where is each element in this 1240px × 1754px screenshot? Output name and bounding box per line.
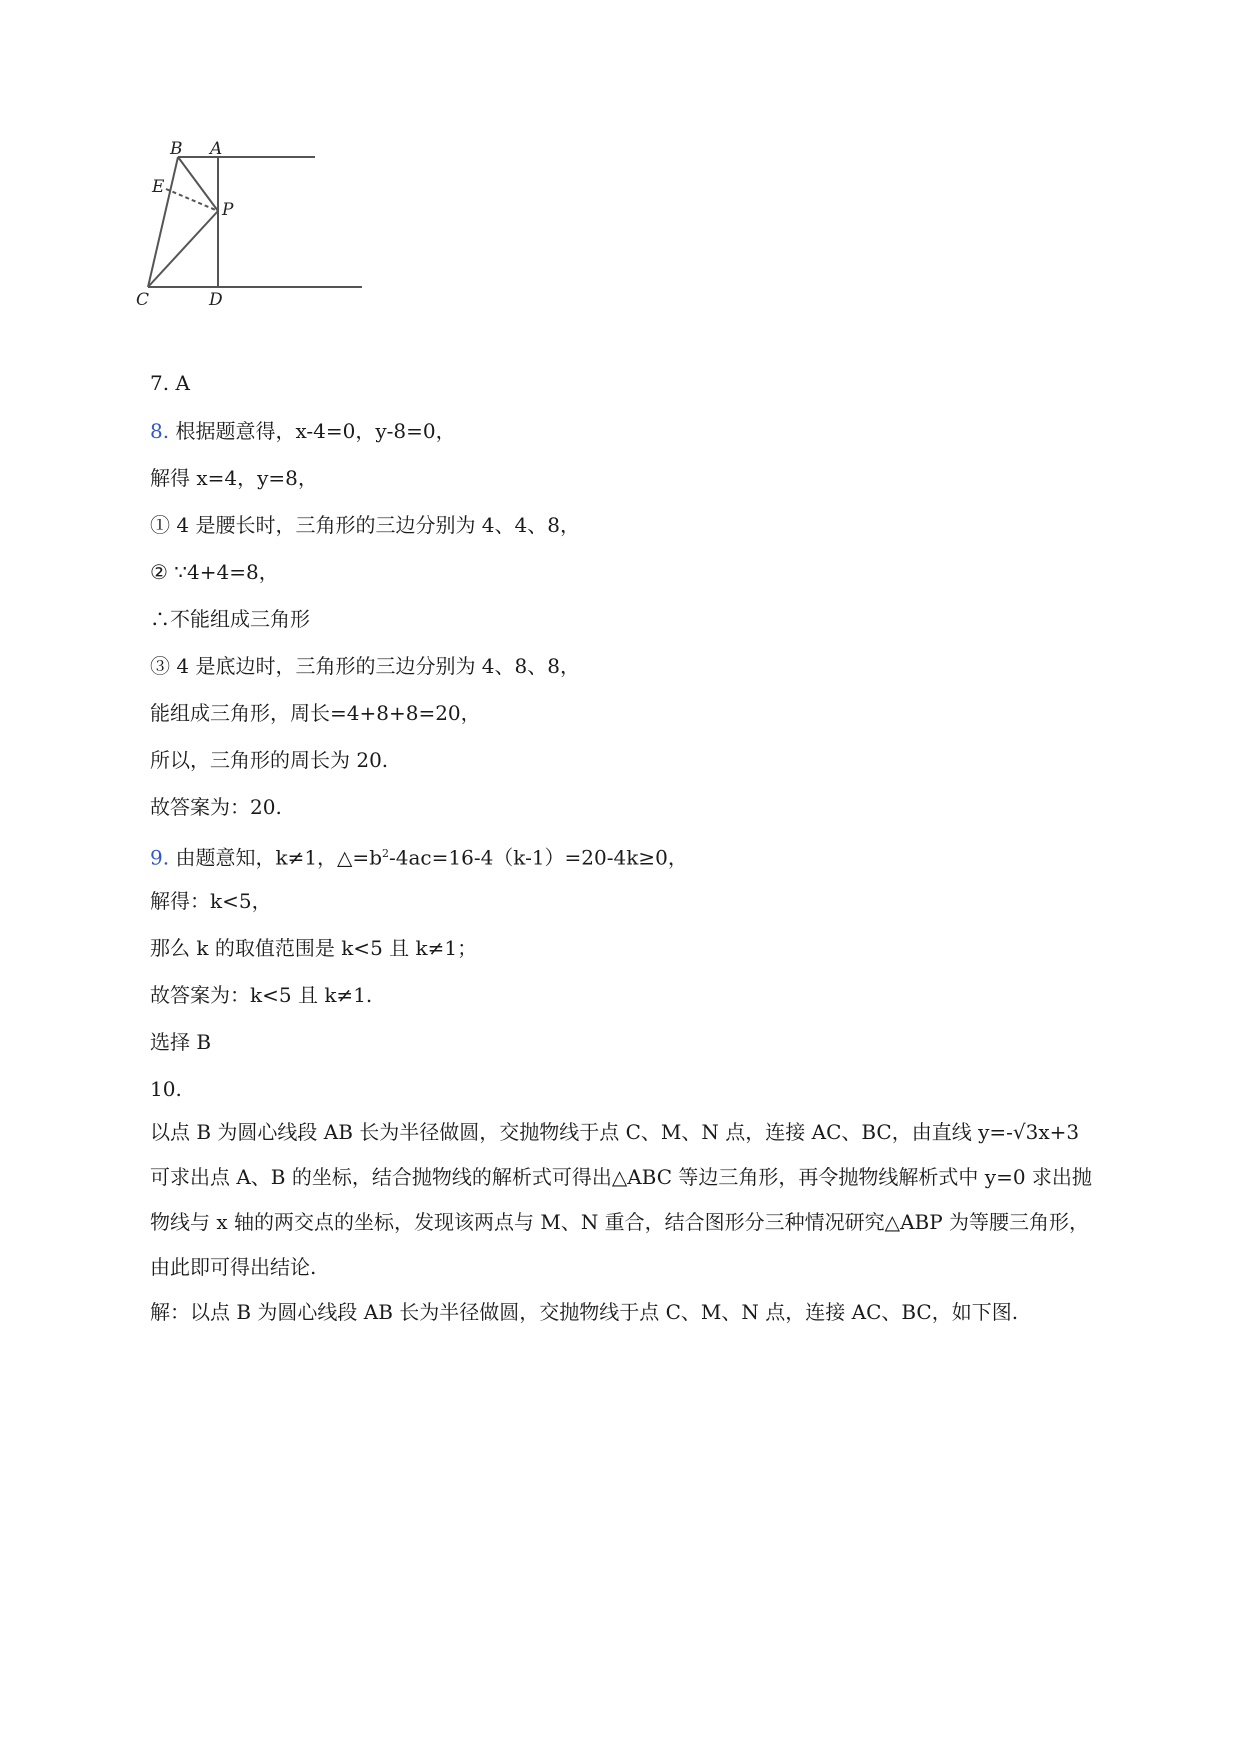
q9-line1-b: -4ac=16-4（k-1）=20-4k≥0，	[389, 845, 688, 870]
q8-line5: ∴不能组成三角形	[150, 607, 310, 631]
label-d: D	[209, 290, 223, 310]
q9-line2: 解得：k<5，	[150, 889, 272, 913]
q8-line2: 解得 x=4，y=8，	[150, 466, 318, 490]
q8-number: 8.	[150, 419, 170, 443]
q9-line3: 那么 k 的取值范围是 k<5 且 k≠1；	[150, 936, 478, 960]
q9-line5: 选择 B	[150, 1030, 212, 1054]
q8-line4: ② ∵4+4=8，	[150, 560, 279, 584]
q7-answer: 7. A	[150, 371, 190, 395]
q9-line1-a: 由题意知，k≠1，△=b	[175, 845, 382, 870]
label-b: B	[170, 139, 183, 159]
q8-line7: 能组成三角形，周长=4+8+8=20，	[150, 701, 481, 725]
segment-cp	[148, 211, 218, 287]
q10-number: 10.	[150, 1077, 182, 1101]
label-p: P	[222, 200, 234, 220]
q9-number: 9.	[150, 845, 170, 870]
q8-line3: ① 4 是腰长时，三角形的三边分别为 4、4、8，	[150, 513, 580, 537]
q9-line1	[150, 841, 688, 871]
q8-line6: ③ 4 是底边时，三角形的三边分别为 4、8、8，	[150, 654, 580, 678]
segment-bp	[178, 157, 218, 211]
label-c: C	[136, 290, 150, 310]
label-e: E	[152, 177, 165, 197]
q9-line1-sup: 2	[382, 847, 389, 860]
geometry-figure	[136, 139, 420, 310]
label-a: A	[210, 139, 223, 159]
q8-line1-text: 根据题意得，x-4=0，y-8=0，	[175, 419, 456, 443]
q9-line4: 故答案为：k<5 且 k≠1.	[150, 983, 373, 1007]
q8-line8: 所以，三角形的周长为 20.	[150, 748, 389, 772]
q8-line1	[150, 418, 456, 444]
q10-solution: 解：以点 B 为圆心线段 AB 长为半径做圆，交抛物线于点 C、M、N 点，连接 AC、BC，如下图.	[150, 1300, 1019, 1324]
q8-line9: 故答案为：20.	[150, 795, 282, 819]
q10-analysis: 以点 B 为圆心线段 AB 长为半径做圆，交抛物线于点 C、M、N 点，连接 AC、BC，由直线 y=-√3x+3 可求出点 A、B 的坐标，结合抛物线的解析式可得出△ABC 等边三角形，再令抛物线解析式中 y=0 求出抛物线与 x 轴的两交点的坐标，发现该两点与 M、N 重合，结合图形分三种情况研究△ABP 为等腰三角形，由此即可得出结论.	[150, 1120, 1092, 1279]
